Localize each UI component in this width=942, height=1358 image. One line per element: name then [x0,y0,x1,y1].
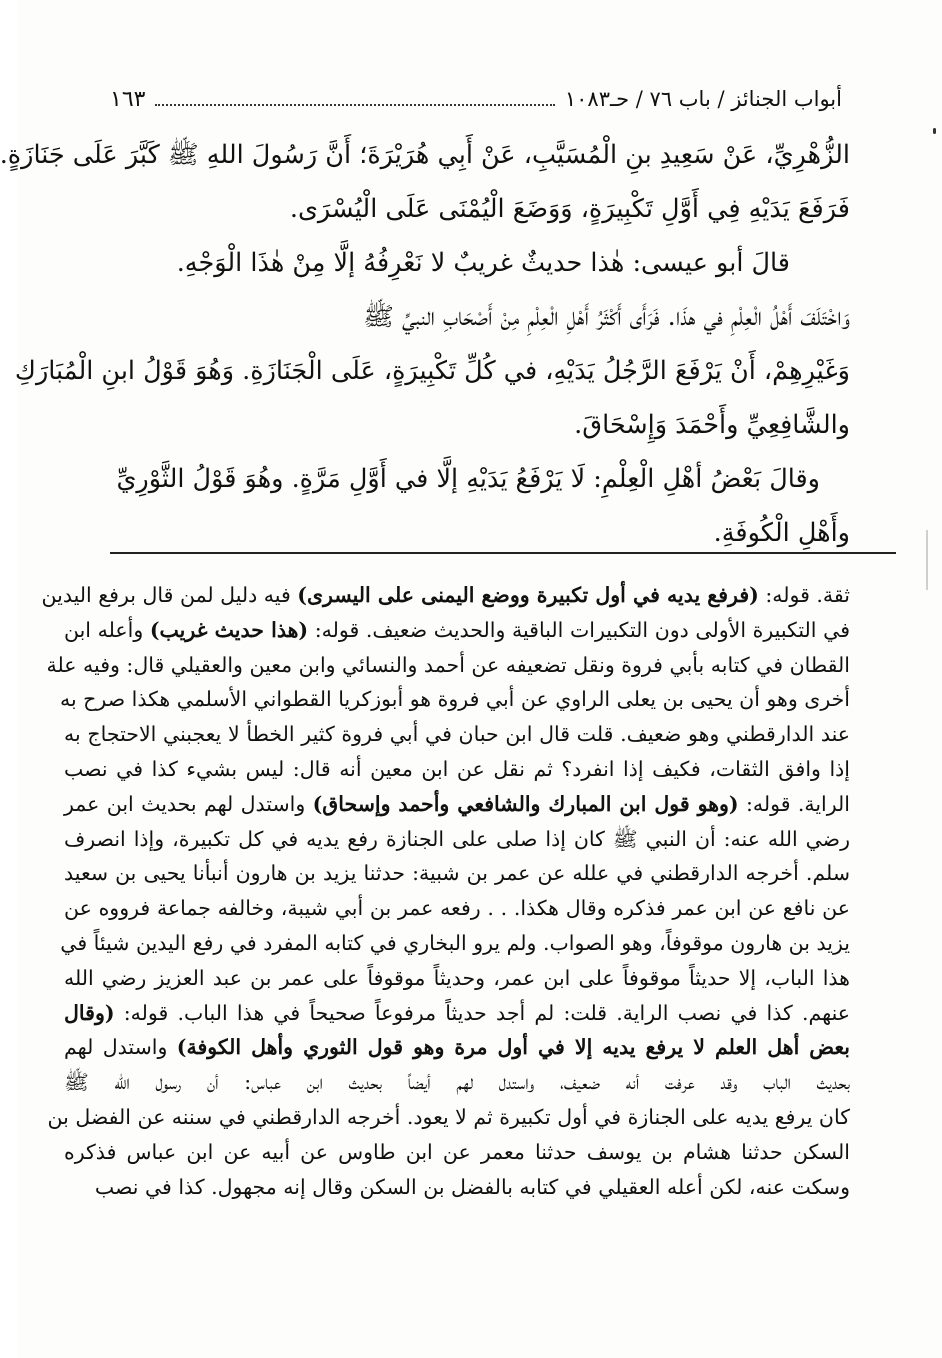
commentary-text: يزيد بن هارون موقوفاً، وهو الصواب. ولم يرو البخاري في كتابه المفرد في رفع اليدين شيئاً في [60,930,850,955]
commentary-notes [41,578,850,1204]
commentary-quote: (وقال [64,1000,115,1025]
commentary-line [64,1170,850,1205]
hadith-line: والشَّافِعِيِّ وأَحْمَدَ وَإِسْحَاقَ. [574,410,850,440]
commentary-text: إذا وافق الثقات، فكيف إذا انفرد؟ ثم نقل عن ابن معين أنه قال: ليس بشيء كذا في نصب [64,756,850,781]
commentary-quote: (فرفع يديه في أول تكبيرة ووضع اليمنى على اليسرى) [297,583,759,607]
commentary-line [64,996,850,1031]
commentary-line [47,1100,850,1135]
commentary-text: هذا الباب، إلا حديثاً موقوفاً على ابن عمر، وحديثاً موقوفاً على عمر بن عبد العزيز رضي الله [64,965,850,990]
running-head-title: أبواب الجنائز / باب ٧٦ / حـ١٠٨٣ [564,87,842,111]
commentary-text: رضي الله عنه: أن النبي ﷺ كان إذا صلى على الجنازة رفع يديه في كل تكبيرة، وإذا انصرف [64,826,850,851]
binding-mark [933,128,936,134]
hadith-line: وأَهْلِ الْكُوفَةِ. [713,518,850,548]
commentary-text: في التكبيرة الأولى دون التكبيرات الباقية والحديث ضعيف. قوله: [308,617,850,642]
commentary-text: السكن حدثنا هشام بن يوسف حدثنا معمر عن ابن طاوس عن أبيه عن ابن عباس فذكره [64,1139,850,1164]
hadith-line: وقالَ بَعْضُ أهْلِ الْعِلْمِ: لَا يَرْفَعُ يَدَيْهِ إلَّا في أَوَّلِ مَرَّةٍ. وهُوَ قَوْلُ الثَّوْرِيِّ [116,464,820,494]
commentary-line [64,613,850,648]
commentary-text: وسكت عنه، لكن أعله العقيلي في كتابه بالفضل بن السكن وقال إنه مجهول. كذا في نصب [94,1174,850,1199]
commentary-text: عند الدارقطني وهو ضعيف. قلت قال ابن حبان في أبي فروة كثير الخطأ لا يعجبني الاحتجاج به [64,722,850,747]
commentary-line [64,856,850,891]
hadith-line: فَرَفَعَ يَدَيْهِ فِي أَوَّلِ تَكْبِيرَةٍ، وَوَضَعَ الْيُمْنَى عَلَى الْيُسْرَى. [289,194,850,224]
commentary-text: أخرى وهو أن يحيى بن يعلى الراوي عن أبي فروة هو أبوزكريا القطواني الأسلمي هكذا صرح به [59,687,850,712]
commentary-line [64,891,850,926]
hadith-line: وَغَيْرِهِمْ، أَنْ يَرْفَعَ الرَّجُلُ يَدَيْهِ، في كُلِّ تَكْبِيرَةٍ، عَلَى الْجَنَازَةِ. وَهُوَ قَوْلُ ابنِ الْمُبَارَكِ [14,356,850,386]
commentary-line [46,648,850,683]
commentary-line [41,578,850,613]
leader-dots [155,104,554,106]
commentary-quote: (هذا حديث غريب) [149,617,309,642]
running-head [110,82,842,116]
commentary-line [64,787,850,822]
commentary-line [64,1135,850,1170]
commentary-line [60,926,850,961]
commentary-text: الراية. قوله: [738,791,850,816]
commentary-text: فيه دليل لمن قال برفع اليدين [41,583,298,607]
commentary-text: القطان في كتابه بأبي فروة ونقل تضعيفه عن أحمد والنسائي وابن معين والعقيلي قال: وفيه علة [46,652,850,677]
commentary-text: ثقة. قوله: [758,583,850,607]
commentary-text: واستدل لهم بحديث ابن عمر [64,791,313,816]
commentary-text: وأعله ابن [64,617,150,642]
commentary-text: سلم. أخرجه الدارقطني في علله عن عمر بن شبية: حدثنا يزيد بن هارون أنبأنا يحيى بن سعيد [64,861,850,886]
binding-shadow [926,530,928,590]
hadith-line: قالَ أبو عيسى: هٰذا حديثٌ غريبٌ لا نَعْرِفُهُ إلَّا مِنْ هٰذَا الْوَجْهِ. [176,248,790,278]
commentary-line [64,1065,850,1100]
commentary-text: عن نافع عن ابن عمر فذكره وقال هكذا. . . رفعه عمر بن أبي شيبة، وخالفه جماعة فرووه عن [64,896,850,921]
commentary-line [64,752,850,787]
commentary-text: عنهم. كذا في نصب الراية. قلت: لم أجد حديثاً مرفوعاً صحيحاً في هذا الباب. قوله: [114,1000,850,1025]
hadith-text [0,128,850,560]
commentary-line [64,822,850,857]
footnote-separator [110,552,896,554]
commentary-text: كان يرفع يديه على الجنازة في أول تكبيرة ثم لا يعود. أخرجه الدارقطني في سننه عن الفضل بن [47,1104,850,1129]
commentary-line [59,682,850,717]
commentary-quote: (وهو قول ابن المبارك والشافعي وأحمد وإسحاق) [312,791,739,816]
page-number: ١٦٣ [110,86,146,112]
commentary-quote: بعض أهل العلم لا يرفع يديه إلا في أول مرة وهو قول الثوري وأهل الكوفة) [176,1035,850,1060]
commentary-text: واستدل لهم [64,1035,177,1060]
hadith-line: وَاخْتَلَفَ أَهْلُ الْعِلْمِ في هذَا. فَرَأَى أَكْثَرُ أَهْلِ الْعِلْمِ مِنْ أَصْحَابِ النبيِّ ﷺ [363,302,850,332]
commentary-line [64,1030,850,1065]
hadith-line: الزُّهْرِيِّ، عَنْ سَعِيدِ بنِ الْمُسَيَّبِ، عَنْ أَبِي هُرَيْرَةَ؛ أَنَّ رَسُولَ اللهِ ﷺ كَبَّرَ عَلَى جَنَازَةٍ. [0,140,850,170]
commentary-text: بحديث الباب وقد عرفت أنه ضعيف، واستدل لهم أيضاً بحديث ابن عباس: أن رسول الله ﷺ [64,1070,850,1095]
commentary-line [64,961,850,996]
commentary-line [64,717,850,752]
